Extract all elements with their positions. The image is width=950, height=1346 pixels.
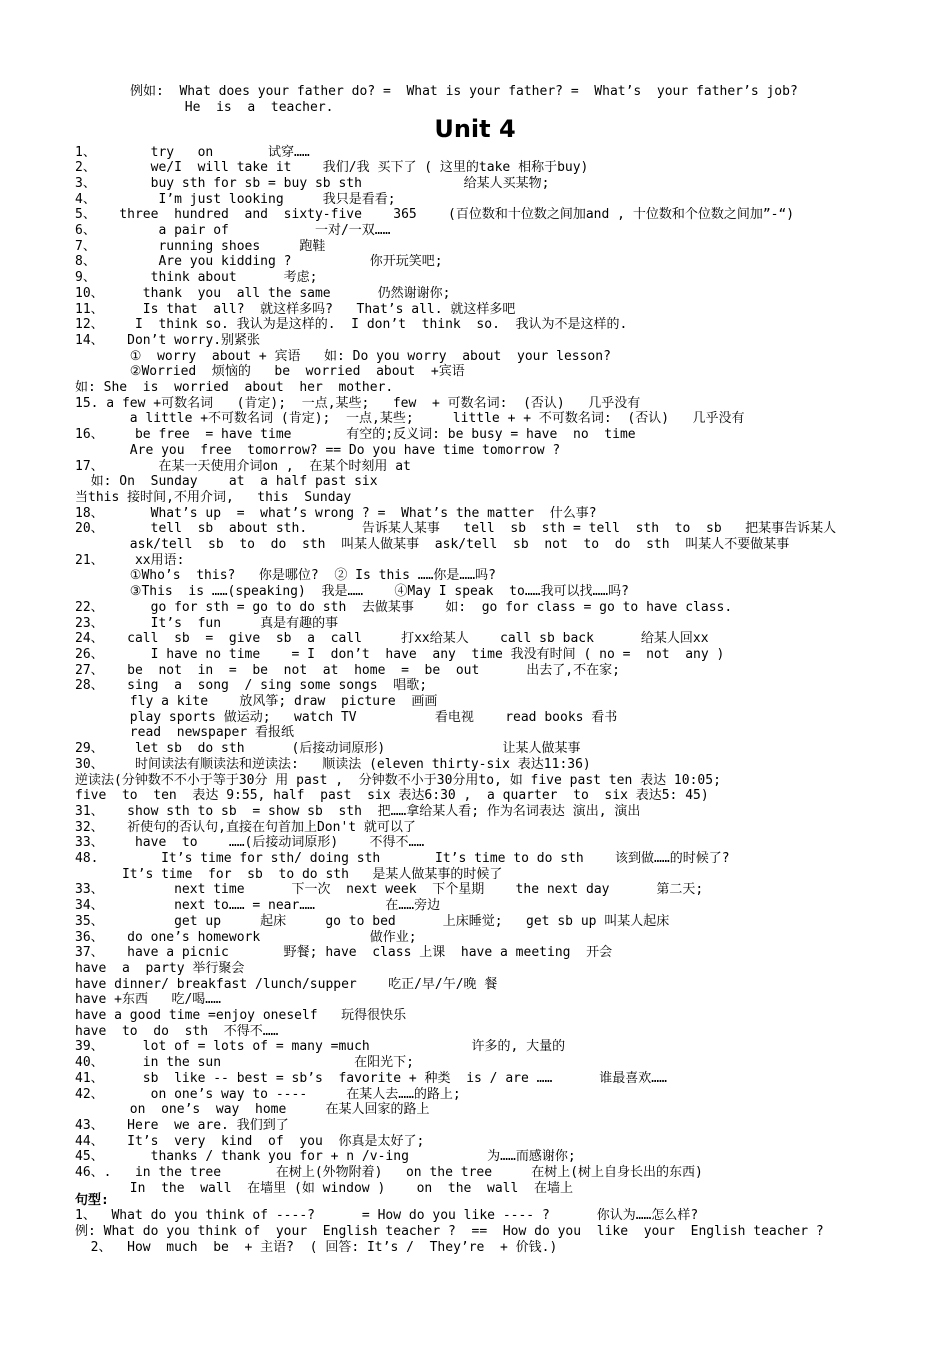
list-line: 32、 祈使句的否认句,直接在句首加上Don't 就可以了 <box>75 819 416 835</box>
list-line: 18、 What’s up = what’s wrong ? = What’s the matter 什么事? <box>75 505 597 521</box>
list-line: 46、. in the tree 在树上(外物附着) on the tree 在树上(树上自身长出的东西) <box>75 1165 703 1180</box>
pattern-line: 1、 What do you think of ----? = How do you like ---- ? 你认为……怎么样? <box>75 1208 699 1223</box>
list-line: In the wall 在墙里 (如 window ) on the wall 在墙上 <box>75 1180 573 1196</box>
list-line: 36、 do one’s homework 做作业; <box>75 929 417 945</box>
list-line: ③This is ……(speaking) 我是…… ④May I speak to……我可以找……吗? <box>75 584 629 600</box>
list-line: 1、 try on 试穿…… <box>75 144 310 160</box>
list-line: have a party 举行聚会 <box>75 960 245 976</box>
list-line: 6、 a pair of 一对/一双…… <box>75 223 391 238</box>
list-line: 28、 sing a song / sing some songs 唱歌; <box>75 678 428 694</box>
intro-line-2: He is a teacher. <box>130 100 334 115</box>
list-line: 如: She is worried about her mother. <box>75 380 394 395</box>
list-line: 10、 thank you all the same 仍然谢谢你; <box>75 285 451 301</box>
list-line: 5、 three hundred and sixty-five 365 (百位数和十位数之间加and , 十位数和个位数之间加”-“) <box>75 207 795 223</box>
list-line: ask/tell sb to do sth 叫某人做某事 ask/tell sb not to do sth 叫某人不要做某事 <box>75 537 790 552</box>
list-line: 11、 Is that all? 就这样多吗? That’s all. 就这样多吧 <box>75 301 516 317</box>
list-line: 40、 in the sun 在阳光下; <box>75 1055 414 1071</box>
list-line: 14、 Don’t worry.别紧张 <box>75 332 261 348</box>
list-line: 15. a few +可数名词 (肯定); 一点,某些; few + 可数名词: (否认) 几乎没有 <box>75 395 641 411</box>
list-line: on one’s way home 在某人回家的路上 <box>75 1102 430 1118</box>
list-line: ①Who’s this? 你是哪位? ② Is this ……你是……吗? <box>75 568 496 584</box>
list-line: play sports 做运动; watch TV 看电视 read books 看书 <box>75 709 618 725</box>
list-line: 37、 have a picnic 野餐; have class 上课 have a meeting 开会 <box>75 945 613 961</box>
section-heading-patterns: 句型: <box>75 1193 109 1208</box>
list-line: 45、 thanks / thank you for + n /v-ing 为……而感谢你; <box>75 1149 576 1165</box>
list-line: read newspaper 看报纸 <box>75 725 295 741</box>
list-line: 21、 xx用语: <box>75 552 185 568</box>
list-line: 16、 be free = have time 有空的;反义词: be busy = have no time <box>75 427 636 443</box>
list-line: 35、 get up 起床 go to bed 上床睡觉; get sb up 叫某人起床 <box>75 913 670 929</box>
intro-line-1: 例如: What does your father do? = What is your father? = What’s your father’s job? <box>130 84 798 99</box>
list-line: 33、 have to ……(后接动词原形) 不得不…… <box>75 835 425 851</box>
list-line: 9、 think about 考虑; <box>75 270 318 286</box>
list-line: ②Worried 烦恼的 be worried about +宾语 <box>75 364 465 380</box>
list-line: 27、 be not in = be not at home = be out 出去了,不在家; <box>75 662 620 678</box>
list-line: 17、 在某一天使用介词on , 在某个时刻用 at <box>75 458 411 474</box>
list-line: have a good time =enjoy oneself 玩得很快乐 <box>75 1008 407 1023</box>
list-line: 26、 I have no time = I don’t have any time 我没有时间 ( no = not any ) <box>75 646 725 662</box>
pattern-line: 例: What do you think of your English teacher ? == How do you like your English teacher ? <box>75 1224 824 1239</box>
list-line: 8、 Are you kidding ? 你开玩笑吧; <box>75 254 443 270</box>
list-line: 34、 next to…… = near…… 在……旁边 <box>75 898 441 914</box>
list-line: 31、 show sth to sb = show sb sth 把……拿给某人看; 作为名词表达 演出, 演出 <box>75 803 641 819</box>
list-line: ① worry about + 宾语 如: Do you worry about your lesson? <box>75 348 611 364</box>
list-line: a little +不可数名词 (肯定); 一点,某些; little + + 不可数名词: (否认) 几乎没有 <box>75 411 745 427</box>
list-line: 7、 running shoes 跑鞋 <box>75 238 326 254</box>
list-line: 43、 Here we are. 我们到了 <box>75 1117 289 1133</box>
list-line: 4、 I’m just looking 我只是看看; <box>75 191 396 207</box>
list-line: 23、 It’s fun 真是有趣的事 <box>75 615 339 631</box>
list-line: It’s time for sb to do sth 是某人做某事的时候了 <box>75 866 503 882</box>
list-line: 20、 tell sb about sth. 告诉某人某事 tell sb sth = tell sth to sb 把某事告诉某人 <box>75 521 837 537</box>
list-line: 24、 call sb = give sb a call 打xx给某人 call sb back 给某人回xx <box>75 631 709 647</box>
list-line: 当this 接时间,不用介词, this Sunday <box>75 489 352 505</box>
list-line: 12、 I think so. 我认为是这样的. I don’t think so. 我认为不是这样的. <box>75 317 628 333</box>
list-line: have dinner/ breakfast /lunch/supper 吃正/早/午/晚 餐 <box>75 976 498 992</box>
list-line: 逆读法(分钟数不不小于等于30分 用 past , 分钟数不小于30分用to, 如 five past ten 表达 10:05; <box>75 772 721 788</box>
unit-title: Unit 4 <box>434 115 516 143</box>
list-line: 41、 sb like -- best = sb’s favorite + 种类 is / are …… 谁最喜欢…… <box>75 1070 667 1086</box>
list-line: 30、 时间读法有顺读法和逆读法: 顺读法 (eleven thirty-six 表达11:36) <box>75 756 591 772</box>
list-line: 29、 let sb do sth (后接动词原形) 让某人做某事 <box>75 741 581 757</box>
list-line: 39、 lot of = lots of = many =much 许多的, 大量的 <box>75 1039 566 1055</box>
list-line: fly a kite 放风筝; draw picture 画画 <box>75 694 438 709</box>
list-line: 48. It’s time for sth/ doing sth It’s time to do sth 该到做……的时候了? <box>75 851 730 866</box>
list-line: 42、 on one’s way to ---- 在某人去……的路上; <box>75 1086 461 1102</box>
list-line: five to ten 表达 9:55, half past six 表达6:30 , a quarter to six 表达5: 45) <box>75 788 709 804</box>
list-line: 33、 next time 下一次 next week 下个星期 the next day 第二天; <box>75 882 704 898</box>
list-line: 如: On Sunday at a half past six <box>75 474 378 490</box>
list-line: have +东西 吃/喝…… <box>75 992 221 1008</box>
list-line: Are you free tomorrow? == Do you have time tomorrow ? <box>75 442 561 458</box>
list-line: 44、 It’s very kind of you 你真是太好了; <box>75 1133 425 1149</box>
list-line: 22、 go for sth = go to do sth 去做某事 如: go for class = go to have class. <box>75 599 733 615</box>
pattern-line: 2、 How much be + 主语? ( 回答: It’s / They’re + 价钱.) <box>75 1240 558 1255</box>
list-line: 2、 we/I will take it 我们/我 买下了 ( 这里的take 相称于buy) <box>75 160 589 176</box>
list-line: 3、 buy sth for sb = buy sb sth 给某人买某物; <box>75 175 550 191</box>
list-line: have to do sth 不得不…… <box>75 1023 279 1039</box>
